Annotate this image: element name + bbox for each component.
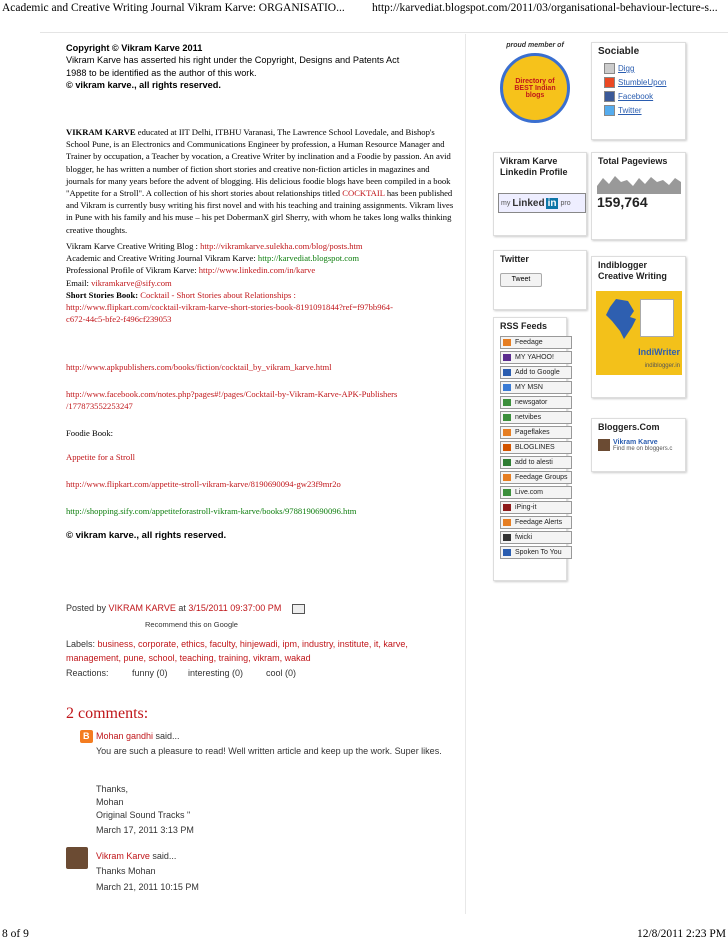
link-label: Professional Profile of Vikram Karve: xyxy=(66,265,199,276)
bloggers-name: Vikram Karve xyxy=(613,439,658,446)
indiblogger-url: indiblogger.in xyxy=(644,363,680,369)
reaction-interesting[interactable]: interesting (0) xyxy=(188,668,244,678)
labels-list[interactable]: management, pune, school, teaching, training, vikram, wakad xyxy=(66,653,311,663)
feed-badge[interactable]: MY MSN xyxy=(500,381,572,394)
directory-badge[interactable] xyxy=(487,42,583,138)
bio-text: has been published and Vikram is currently busy writing his first novel and with his teaching and training assignments. Vikram lives in Pune with his family and his muse – his pet DobermanX girl Sherry, with whom he takes long walks thinking creative thoughts. xyxy=(66,188,454,235)
directory-text: Directory of BEST Indian blogs xyxy=(514,77,556,99)
linkedin-widget xyxy=(493,152,587,236)
rights-line: © vikram karve., all rights reserved. xyxy=(66,80,221,91)
journal-link[interactable]: http://karvediat.blogspot.com xyxy=(257,253,360,264)
pageviews-widget xyxy=(591,152,686,240)
post-byline xyxy=(66,603,305,614)
foodie-label: Foodie Book: xyxy=(66,428,114,438)
comment-author-line xyxy=(96,851,176,861)
at-label: at xyxy=(175,603,189,613)
feed-badge[interactable]: Feedage Alerts xyxy=(500,516,572,529)
directory-seal-icon xyxy=(500,53,570,123)
page-number: 8 of 9 xyxy=(2,928,29,940)
link-label: Email: xyxy=(66,277,92,288)
short-stories-title[interactable]: Cocktail - Short Stories about Relationships : xyxy=(140,289,296,300)
bloggers-avatar-icon xyxy=(598,439,610,451)
facebook-link[interactable]: http://www.facebook.com/notes.php?pages#!/pages/Cocktail-by-Vikram-Karve-APK-Publishers xyxy=(66,389,398,399)
appetite-link[interactable]: Appetite for a Stroll xyxy=(66,452,135,462)
comment-text: Thanks, xyxy=(96,784,129,794)
pageviews-count: 159,764 xyxy=(597,194,648,210)
tweet-button[interactable]: Tweet xyxy=(500,273,542,287)
comment-date[interactable]: March 17, 2011 3:13 PM xyxy=(96,825,194,835)
feed-list xyxy=(500,336,566,559)
comment-text: You are such a pleasure to read! Well written article and keep up the work. Super likes. xyxy=(96,746,442,756)
feed-badge[interactable]: Pageflakes xyxy=(500,426,572,439)
twitter-link[interactable] xyxy=(604,105,685,116)
indiblogger-heading: Indiblogger Creative Writing xyxy=(598,260,667,281)
feed-badge[interactable]: iPing-it xyxy=(500,501,572,514)
stumbleupon-icon xyxy=(604,77,615,88)
feed-badge[interactable]: netvibes xyxy=(500,411,572,424)
author-name: VIKRAM KARVE xyxy=(66,127,136,137)
rights-footer: © vikram karve., all rights reserved. xyxy=(66,530,227,541)
reaction-cool[interactable]: cool (0) xyxy=(266,668,297,678)
reaction-funny[interactable]: funny (0) xyxy=(132,668,168,678)
bio-text: educated at IIT Delhi, ITBHU Varanasi, The Lawrence School Lovedale, and Bishop's School Pune, is an Electronics and Communications Engineer by profession, a Human Resource Manager and Trainer by occupation, a Teacher by vocation, a Creative Writer by inclination and a Foodie by passion. An avid blogger, he has written a number of fiction short stories and creative non-fiction articles in magazines and journals for many years before the advent of blogging. His delicious foodie blogs have been compiled in a book "Appetite for a Stroll". A collection of his short stories about relationships titled xyxy=(66,127,451,199)
linkedin-my-label: my xyxy=(501,199,511,207)
bloggers-widget xyxy=(591,418,686,472)
link-label: Short Stories Book: xyxy=(66,289,141,300)
author-bio xyxy=(66,126,458,236)
sify-food-link[interactable]: http://shopping.sify.com/appetiteforastroll-vikram-karve/books/9788190690096.htm xyxy=(66,506,357,516)
post-labels xyxy=(66,637,456,665)
linkedin-link[interactable]: http://www.linkedin.com/in/karve xyxy=(198,265,316,276)
said-label: said... xyxy=(149,851,177,861)
flipkart-food-link[interactable]: http://www.flipkart.com/appetite-stroll-vikram-karve/8190690094-gw23f9mr2o xyxy=(66,479,341,489)
feed-badge[interactable]: Feedage xyxy=(500,336,572,349)
labels-list[interactable]: business, corporate, ethics, faculty, hinjewadi, ipm, industry, institute, it, karve, xyxy=(97,639,408,649)
comment-author-link[interactable]: Vikram Karve xyxy=(96,851,150,861)
feed-badge[interactable]: newsgator xyxy=(500,396,572,409)
document-url: http://karvediat.blogspot.com/2011/03/organisational-behaviour-lecture-s... xyxy=(372,2,718,14)
digg-icon xyxy=(604,63,615,74)
india-map-icon xyxy=(602,297,642,341)
facebook-icon xyxy=(604,91,615,102)
rss-feeds-widget xyxy=(493,317,567,581)
facebook-link[interactable] xyxy=(604,91,685,102)
rss-heading: RSS Feeds xyxy=(500,321,548,331)
indiwriter-badge[interactable] xyxy=(596,291,682,375)
link-label: Vikram Karve Creative Writing Blog : xyxy=(66,241,201,251)
twitter-icon xyxy=(604,105,615,116)
sociable-widget xyxy=(591,42,686,140)
blogger-avatar-icon xyxy=(80,730,93,743)
email-link[interactable]: vikramkarve@sify.com xyxy=(91,277,172,288)
comment-text: Thanks Mohan xyxy=(96,866,156,876)
comment-author-link[interactable]: Mohan gandhi xyxy=(96,731,154,741)
feed-badge[interactable]: Feedage Groups xyxy=(500,471,572,484)
copyright-title: Copyright © Vikram Karve 2011 xyxy=(66,43,203,53)
document-title: Academic and Creative Writing Journal Vikram Karve: ORGANISATIO... xyxy=(2,2,345,14)
digg-link[interactable] xyxy=(604,63,685,74)
indiwriter-label: IndiWriter xyxy=(638,347,680,357)
flipkart-link[interactable]: http://www.flipkart.com/cocktail-vikram-karve-short-stories-book-8191091844?ref=f97bb964- xyxy=(66,302,393,313)
linkedin-pro-label: pro xyxy=(560,199,571,207)
blog-link[interactable]: http://vikramkarve.sulekha.com/blog/posts.htm xyxy=(200,241,363,251)
feed-badge[interactable]: Spoken To You xyxy=(500,546,572,559)
sociable-heading: Sociable xyxy=(598,46,640,57)
reactions-row xyxy=(66,668,297,678)
linkedin-in-icon: in xyxy=(547,197,557,209)
feed-badge[interactable]: Live.com xyxy=(500,486,572,499)
social-label: Twitter xyxy=(618,106,642,115)
social-label: StumbleUpon xyxy=(618,78,667,87)
flipkart-link-cont[interactable]: c672-44c5-bfe2-f496cf239053 xyxy=(66,314,172,325)
said-label: said... xyxy=(153,731,180,741)
feed-badge[interactable]: add to alesti xyxy=(500,456,572,469)
comment-date[interactable]: March 21, 2011 10:15 PM xyxy=(96,882,199,892)
notepad-icon xyxy=(640,299,674,337)
labels-label: Labels: xyxy=(66,639,98,649)
print-datetime: 12/8/2011 2:23 PM xyxy=(636,928,726,940)
bloggers-heading: Bloggers.Com xyxy=(598,422,660,432)
facebook-link-cont[interactable]: /177873552253247 xyxy=(66,401,133,411)
pageviews-sparkline xyxy=(597,172,681,194)
stumbleupon-link[interactable] xyxy=(604,77,685,88)
comment-author-line xyxy=(96,731,180,741)
author-link[interactable]: VIKRAM KARVE xyxy=(108,603,176,613)
bloggers-sub: Find me on bloggers.c xyxy=(613,446,673,452)
copyright-line: Vikram Karve has asserted his right under the Copyright, Designs and Patents Act xyxy=(66,55,400,66)
feed-badge[interactable]: MY YAHOO! xyxy=(500,351,572,364)
apk-link[interactable]: http://www.apkpublishers.com/books/fiction/cocktail_by_vikram_karve.html xyxy=(66,362,332,372)
author-links xyxy=(66,240,458,325)
feed-badge[interactable]: BLOGLINES xyxy=(500,441,572,454)
feed-badge[interactable]: Add to Google xyxy=(500,366,572,379)
copyright-block xyxy=(66,42,399,92)
timestamp-link[interactable]: 3/15/2011 09:37:00 PM xyxy=(188,603,282,613)
twitter-heading: Twitter xyxy=(500,254,529,264)
social-label: Facebook xyxy=(618,92,654,101)
comment-text: Mohan xyxy=(96,797,124,807)
proud-member-label: proud member of xyxy=(506,42,564,49)
feed-badge[interactable]: fwicki xyxy=(500,531,572,544)
copyright-line: 1988 to be identified as the author of this work. xyxy=(66,67,257,78)
author-avatar-icon xyxy=(66,847,88,869)
comments-heading: 2 comments: xyxy=(66,705,149,722)
linkedin-heading: Vikram Karve Linkedin Profile xyxy=(500,156,568,177)
link-label: Academic and Creative Writing Journal Vikram Karve: xyxy=(66,253,258,264)
comment-link[interactable]: Original Sound Tracks " xyxy=(96,810,191,820)
reactions-label: Reactions: xyxy=(66,668,109,678)
pageviews-heading: Total Pageviews xyxy=(598,156,668,166)
posted-by-label: Posted by xyxy=(66,603,109,613)
indiblogger-widget xyxy=(591,256,686,398)
cocktail-highlight: COCKTAIL xyxy=(342,188,385,199)
recommend-google[interactable]: Recommend this on Google xyxy=(145,620,238,629)
social-label: Digg xyxy=(618,64,635,73)
linkedin-wordmark: Linked xyxy=(512,197,545,209)
email-post-icon[interactable] xyxy=(292,604,305,614)
twitter-widget xyxy=(493,250,587,310)
linkedin-button[interactable] xyxy=(498,193,586,213)
bloggers-profile[interactable] xyxy=(598,439,685,452)
